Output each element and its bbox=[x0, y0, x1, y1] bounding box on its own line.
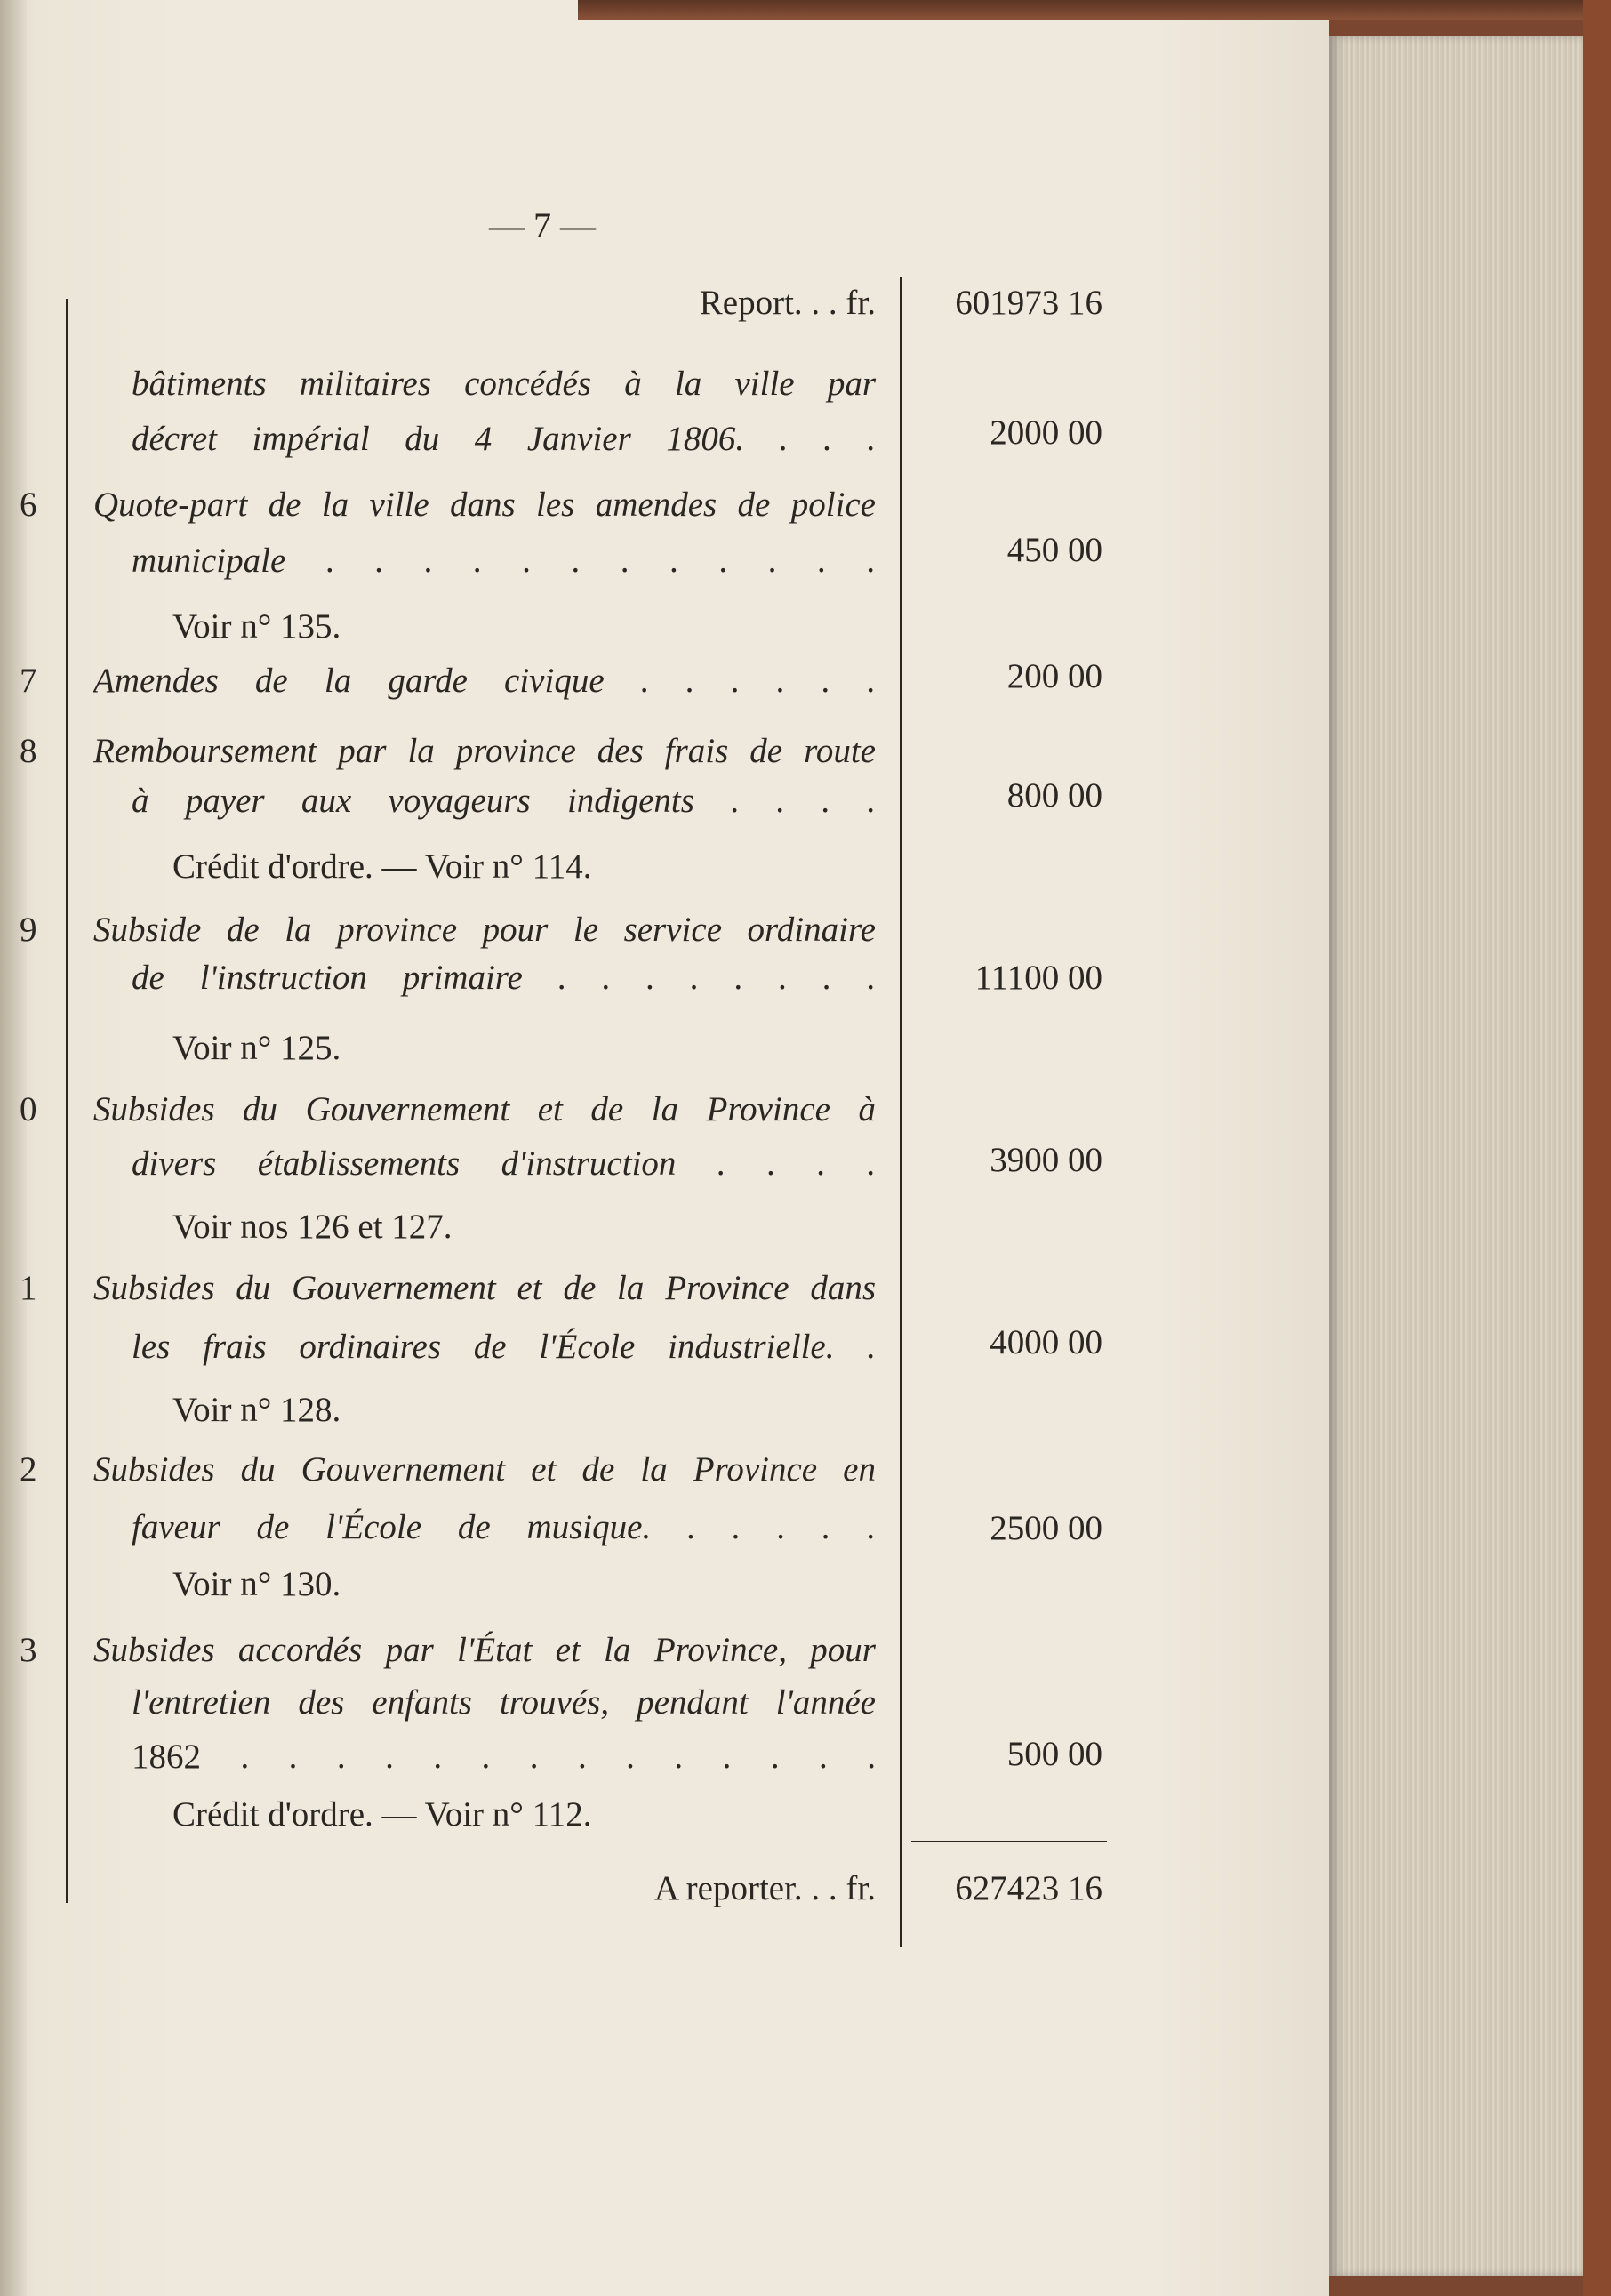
margin-number: 6 bbox=[20, 486, 37, 524]
reference-line: Voir n° 125. bbox=[172, 1029, 341, 1067]
report-label: Report. . . fr. bbox=[699, 284, 876, 322]
binding-top bbox=[578, 0, 1611, 20]
margin-number: 3 bbox=[20, 1631, 37, 1669]
entry-line: Remboursement par la province des frais de route bbox=[93, 732, 876, 770]
reference-line: Crédit d'ordre. — Voir n° 114. bbox=[172, 847, 592, 886]
reference-line: Voir n° 128. bbox=[172, 1391, 341, 1429]
report-amount: 601973 16 bbox=[955, 284, 1102, 322]
amount: 2000 00 bbox=[990, 413, 1102, 452]
entry-line: faveur de l'École de musique. . . . . . bbox=[132, 1508, 876, 1546]
entry-line: Amendes de la garde civique . . . . . . bbox=[93, 662, 876, 700]
carry-forward-label: A reporter. . . fr. bbox=[653, 1869, 876, 1907]
entry-line: Subsides du Gouvernement et de la Province dans bbox=[93, 1269, 876, 1307]
gutter-shadow bbox=[0, 0, 27, 2296]
margin-number: 9 bbox=[20, 911, 37, 949]
entry-line: à payer aux voyageurs indigents . . . . bbox=[132, 782, 876, 820]
entry-line: municipale . . . . . . . . . . . . bbox=[132, 542, 876, 580]
entry-line: l'entretien des enfants trouvés, pendant l'année bbox=[132, 1683, 876, 1722]
reference-line: Crédit d'ordre. — Voir n° 112. bbox=[172, 1795, 592, 1834]
amount: 200 00 bbox=[1006, 657, 1102, 695]
margin-number: 2 bbox=[20, 1450, 37, 1489]
amount: 11100 00 bbox=[974, 959, 1102, 997]
margin-number: 1 bbox=[20, 1269, 37, 1307]
total-rule bbox=[911, 1841, 1107, 1842]
reference-line: Voir nos 126 et 127. bbox=[172, 1208, 453, 1246]
amount: 500 00 bbox=[1006, 1735, 1102, 1773]
amount-column-rule bbox=[900, 277, 902, 1947]
entry-line: Subsides du Gouvernement et de la Province en bbox=[93, 1450, 876, 1489]
margin-number: 7 bbox=[20, 662, 37, 700]
reference-line: Voir n° 135. bbox=[172, 607, 341, 646]
amount: 800 00 bbox=[1006, 776, 1102, 815]
entry-line: bâtiments militaires concédés à la ville par bbox=[132, 365, 876, 403]
amount: 2500 00 bbox=[990, 1509, 1102, 1547]
entry-line: Quote-part de la ville dans les amendes de police bbox=[93, 486, 876, 524]
page-number: — 7 — bbox=[489, 205, 596, 245]
entry-line: Subsides accordés par l'État et la Province, pour bbox=[93, 1631, 876, 1669]
entry-line: 1862 . . . . . . . . . . . . . . bbox=[132, 1738, 876, 1776]
entry-line: divers établissements d'instruction . . . . bbox=[132, 1144, 876, 1183]
entry-line: décret impérial du 4 Janvier 1806. . . . bbox=[132, 420, 876, 458]
amount: 4000 00 bbox=[990, 1323, 1102, 1361]
entry-line: les frais ordinaires de l'École industrielle. . bbox=[132, 1328, 876, 1366]
book-cover bbox=[1583, 0, 1611, 2296]
entry-line: de l'instruction primaire . . . . . . . . bbox=[132, 959, 876, 997]
reference-line: Voir n° 130. bbox=[172, 1565, 341, 1603]
entry-line: Subsides du Gouvernement et de la Province à bbox=[93, 1090, 876, 1128]
amount: 450 00 bbox=[1006, 531, 1102, 569]
left-column-rule bbox=[66, 299, 68, 1903]
amount: 3900 00 bbox=[990, 1141, 1102, 1179]
entry-line: Subside de la province pour le service ordinaire bbox=[93, 911, 876, 949]
margin-number: 8 bbox=[20, 732, 37, 770]
margin-number: 0 bbox=[20, 1090, 37, 1128]
carry-forward-amount: 627423 16 bbox=[955, 1869, 1102, 1907]
page-edges bbox=[1329, 36, 1583, 2276]
